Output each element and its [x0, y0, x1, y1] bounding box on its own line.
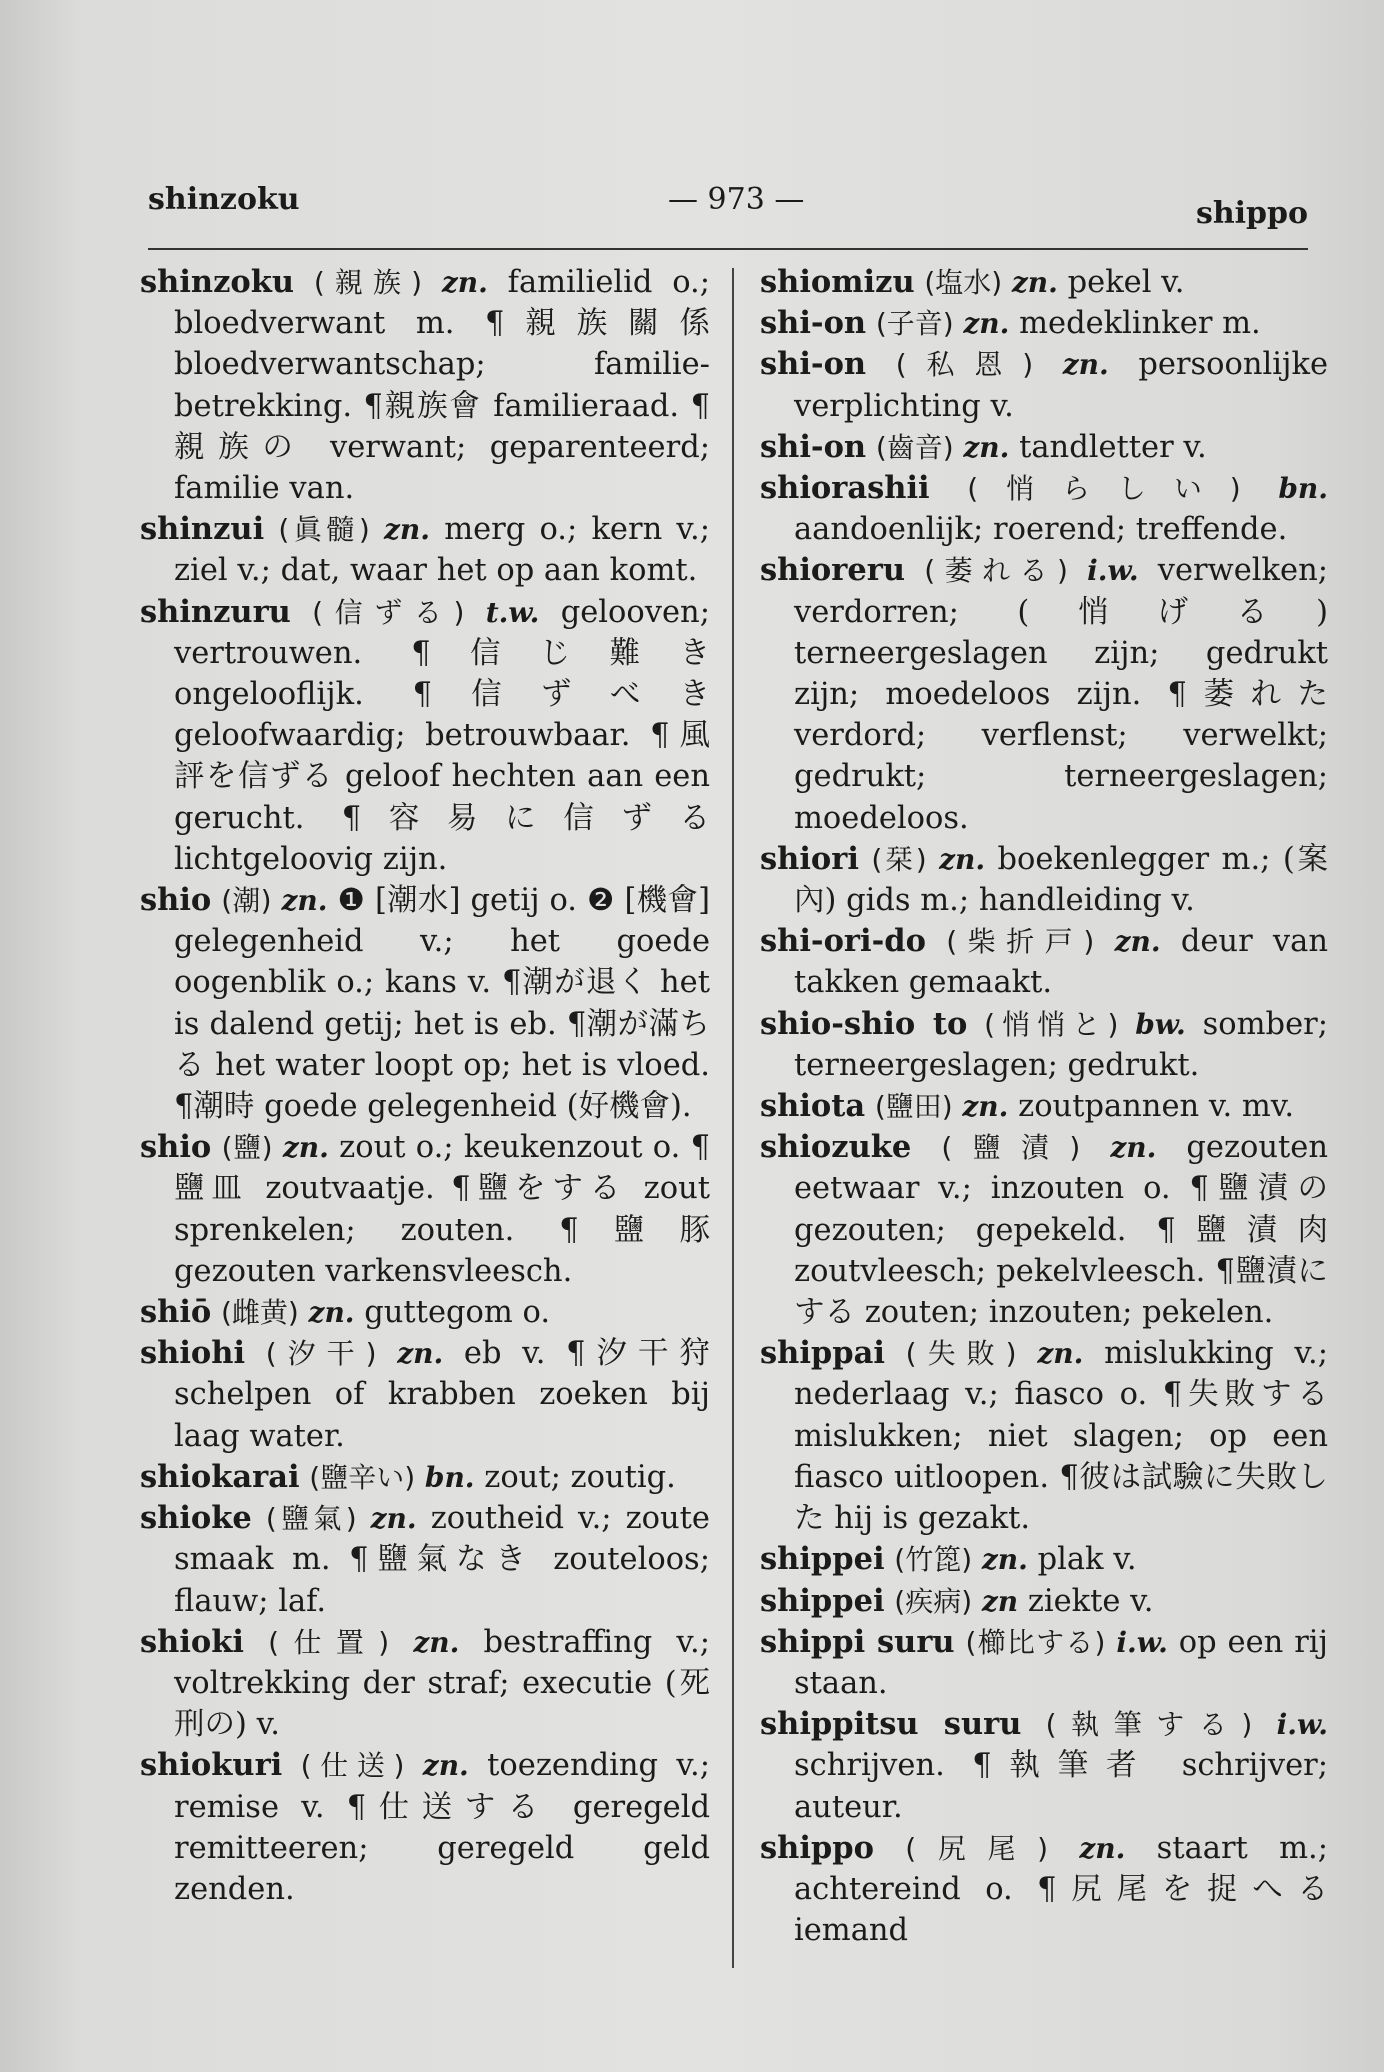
grammar-label: bn. — [1278, 472, 1329, 506]
grammar-label: zn. — [1062, 348, 1109, 382]
dictionary-entry — [760, 1828, 1328, 1952]
dictionary-entry — [140, 1292, 710, 1333]
right-column — [760, 262, 1328, 1951]
dictionary-entry — [760, 839, 1328, 921]
kanji: (齒音) — [875, 430, 954, 464]
headword: shippi suru — [760, 1623, 955, 1660]
dictionary-entry — [140, 1745, 710, 1910]
definition: guttegom o. — [364, 1295, 551, 1331]
definition: bestraffing v.; voltrekking der straf; executie (死刑の) v. — [174, 1624, 710, 1743]
headword: shio-shio to — [760, 1005, 968, 1042]
header-rule — [148, 248, 1308, 250]
kanji: (悄悄と) — [984, 1007, 1119, 1041]
definition: persoonlijke verplichting v. — [794, 347, 1329, 424]
definition: op een rij staan. — [794, 1624, 1328, 1701]
kanji: (鹽田) — [874, 1090, 953, 1124]
kanji: (信ずる) — [312, 595, 465, 629]
kanji: (潮) — [221, 884, 272, 918]
grammar-label: zn. — [939, 842, 986, 876]
dictionary-entry — [760, 1581, 1328, 1622]
grammar-label: bw. — [1135, 1007, 1186, 1041]
headword: shippei — [760, 1582, 885, 1619]
kanji: (鹽漬) — [941, 1131, 1081, 1165]
grammar-label: zn. — [963, 307, 1010, 341]
page-number: — 973 — — [668, 182, 805, 217]
headword: shiohi — [140, 1335, 246, 1372]
dictionary-entry — [760, 1704, 1328, 1828]
grammar-label: zn. — [1114, 925, 1161, 959]
dictionary-entry — [760, 468, 1328, 550]
grammar-label: i.w. — [1116, 1625, 1168, 1659]
definition: pekel v. — [1067, 265, 1185, 300]
grammar-label: zn. — [441, 266, 488, 299]
grammar-label: zn. — [1110, 1131, 1157, 1165]
headword: shi-on — [760, 305, 867, 342]
definition: gezouten eetwaar v.; inzouten o. ¶鹽漬の gezouten; gepekeld. ¶鹽漬肉 zoutvleesch; pekelvleesch. ¶鹽漬にする zouten; inzouten; pekelen. — [794, 1130, 1328, 1331]
definition: zoutpannen v. mv. — [1018, 1089, 1295, 1125]
dictionary-entry — [760, 1539, 1328, 1580]
kanji: (悄らしい) — [967, 472, 1241, 506]
kanji: (塩水) — [924, 266, 1003, 299]
kanji: (汐干) — [265, 1337, 377, 1371]
grammar-label: t.w. — [485, 595, 540, 629]
dictionary-entry — [140, 1457, 710, 1498]
grammar-label: bn. — [424, 1460, 475, 1494]
headword: shiomizu — [760, 264, 915, 300]
definition: plak v. — [1037, 1542, 1137, 1578]
dictionary-entry — [140, 1622, 710, 1746]
running-head-left: shinzoku — [148, 182, 300, 217]
headword: shi-on — [760, 428, 867, 465]
grammar-label: zn. — [281, 884, 328, 918]
headword: shio — [140, 882, 212, 919]
headword: shioke — [140, 1500, 252, 1537]
headword: shinzui — [140, 511, 265, 548]
kanji: (執筆する) — [1045, 1708, 1253, 1742]
headword: shiō — [140, 1294, 212, 1331]
grammar-label: zn. — [963, 430, 1010, 464]
dictionary-entry — [760, 1004, 1328, 1086]
grammar-label: zn. — [308, 1296, 355, 1330]
dictionary-entry — [760, 303, 1328, 344]
headword: shiori — [760, 840, 859, 877]
headword: shiozuke — [760, 1129, 912, 1166]
dictionary-entry — [760, 921, 1328, 1003]
dictionary-entry — [760, 344, 1328, 426]
headword: shippei — [760, 1541, 885, 1578]
headword: shi-ori-do — [760, 923, 926, 960]
headword: shippo — [760, 1829, 874, 1866]
grammar-label: zn. — [413, 1625, 460, 1659]
dictionary-entry — [140, 1498, 710, 1622]
definition: aandoenlijk; roerend; treffende. — [794, 512, 1288, 548]
dictionary-entry — [140, 880, 710, 1127]
dictionary-entry — [760, 1127, 1328, 1333]
kanji: (櫛比する) — [965, 1625, 1106, 1659]
definition: ziekte v. — [1027, 1583, 1154, 1619]
kanji: (眞髓) — [278, 513, 370, 547]
grammar-label: zn. — [383, 513, 430, 547]
definition: verwelken; verdorren; (悄げる) terneergeslagen zijn; gedrukt zijn; moedeloos zijn. ¶萎れた verdord; verflenst; verwelkt; gedrukt; terneergeslagen; moedeloos. — [794, 553, 1328, 836]
grammar-label: zn. — [962, 1090, 1009, 1124]
kanji: (萎れる) — [924, 554, 1068, 588]
headword: shiorashii — [760, 470, 930, 507]
grammar-label: zn. — [397, 1337, 444, 1371]
headword: shippitsu suru — [760, 1706, 1022, 1743]
definition: eb v. ¶汐干狩 schelpen of krabben zoeken bij laag water. — [174, 1336, 710, 1454]
kanji: (鹽辛い) — [309, 1460, 416, 1494]
definition: zout o.; keukenzout o. ¶鹽皿 zoutvaatje. ¶鹽をする zout sprenkelen; zouten. ¶鹽豚 gezouten varkensvleesch. — [174, 1130, 710, 1289]
grammar-label: zn — [981, 1584, 1019, 1618]
kanji: (栞) — [871, 842, 927, 876]
kanji: (尻尾) — [905, 1831, 1048, 1865]
grammar-label: i.w. — [1087, 554, 1139, 588]
definition: familielid o.; bloedverwant m. ¶親族關係 bloedverwantschap; familie-betrekking. ¶親族會 familieraad. ¶親族の verwant; geparenteerd; familie van. — [174, 265, 710, 507]
grammar-label: zn. — [1011, 266, 1058, 299]
dictionary-entry — [140, 592, 710, 880]
headword: shinzoku — [140, 264, 295, 300]
grammar-label: zn. — [1079, 1831, 1126, 1865]
dictionary-entry — [140, 1333, 710, 1457]
headword: shinzuru — [140, 593, 291, 630]
definition: tandletter v. — [1019, 429, 1207, 465]
kanji: (失敗) — [905, 1337, 1017, 1371]
dictionary-entry — [760, 427, 1328, 468]
grammar-label: i.w. — [1276, 1708, 1328, 1742]
grammar-label: zn. — [422, 1749, 469, 1783]
headword: shippai — [760, 1335, 885, 1372]
definition: schrijven. ¶執筆者 schrijver; auteur. — [794, 1748, 1328, 1825]
definition: zoutheid v.; zoute smaak m. ¶鹽氣なき zouteloos; flauw; laf. — [174, 1501, 710, 1619]
kanji: (雌黄) — [220, 1296, 299, 1330]
dictionary-entry — [760, 550, 1328, 838]
grammar-label: zn. — [282, 1131, 329, 1165]
definition: merg o.; kern v.; ziel v.; dat, waar het op aan komt. — [174, 512, 710, 589]
grammar-label: zn. — [370, 1502, 417, 1536]
dictionary-entry — [140, 1127, 710, 1292]
dictionary-entry — [760, 1333, 1328, 1539]
kanji: (柴折戸) — [946, 925, 1095, 959]
headword: shio — [140, 1129, 212, 1166]
definition: toezending v.; remise v. ¶仕送する geregeld remitteeren; geregeld geld zenden. — [174, 1748, 710, 1907]
dictionary-entry — [140, 262, 710, 509]
headword: shi-on — [760, 346, 867, 383]
dictionary-entry — [760, 262, 1328, 303]
definition: zout; zoutig. — [484, 1459, 676, 1495]
dictionary-entry — [140, 509, 710, 591]
headword: shioreru — [760, 552, 905, 589]
dictionary-entry — [760, 1622, 1328, 1704]
kanji: (私恩) — [895, 348, 1034, 382]
column-divider — [732, 268, 734, 1968]
grammar-label: zn. — [1037, 1337, 1084, 1371]
kanji: (親族) — [313, 266, 423, 299]
kanji: (鹽氣) — [265, 1502, 357, 1536]
headword: shioki — [140, 1623, 244, 1660]
headword: shiokuri — [140, 1747, 283, 1784]
definition: gelooven; vertrouwen. ¶信じ難き ongelooflijk. ¶信ずべき geloofwaardig; betrouwbaar. ¶風評を信ずる geloof hechten aan een gerucht. ¶容易に信ずる lichtgeloovig zijn. — [174, 594, 710, 877]
headword: shiota — [760, 1088, 866, 1125]
kanji: (仕置) — [268, 1625, 390, 1659]
definition: medeklinker m. — [1019, 306, 1261, 342]
definition: mislukking v.; nederlaag v.; fiasco o. ¶失敗する mislukken; niet slagen; op een fiasco uitloopen. ¶彼は試驗に失敗した hij is gezakt. — [794, 1336, 1329, 1537]
kanji: (鹽) — [221, 1131, 273, 1165]
dictionary-entry — [760, 1086, 1328, 1127]
definition: staart m.; achtereind o. ¶尻尾を捉へる iemand — [794, 1830, 1328, 1949]
kanji: (仕送) — [300, 1749, 405, 1783]
definition: deur van takken gemaakt. — [794, 924, 1328, 1001]
kanji: (疾病) — [894, 1584, 973, 1618]
kanji: (竹箆) — [894, 1543, 973, 1577]
running-head-right: shippo — [1195, 196, 1308, 231]
definition: boekenlegger m.; (案內) gids m.; handleiding v. — [794, 841, 1328, 919]
headword: shiokarai — [140, 1458, 300, 1495]
kanji: (子音) — [875, 307, 954, 341]
left-column — [140, 262, 710, 1910]
definition: somber; terneergeslagen; gedrukt. — [794, 1006, 1328, 1083]
grammar-label: zn. — [981, 1543, 1028, 1577]
definition: ❶ [潮水] getij o. ❷ [機會] gelegenheid v.; het goede oogenblik o.; kans v. ¶潮が退く het is dalend getij; het is eb. ¶潮が滿ちる het water loopt op; het is vloed. ¶潮時 goede gelegenheid (好機會). — [174, 883, 711, 1125]
